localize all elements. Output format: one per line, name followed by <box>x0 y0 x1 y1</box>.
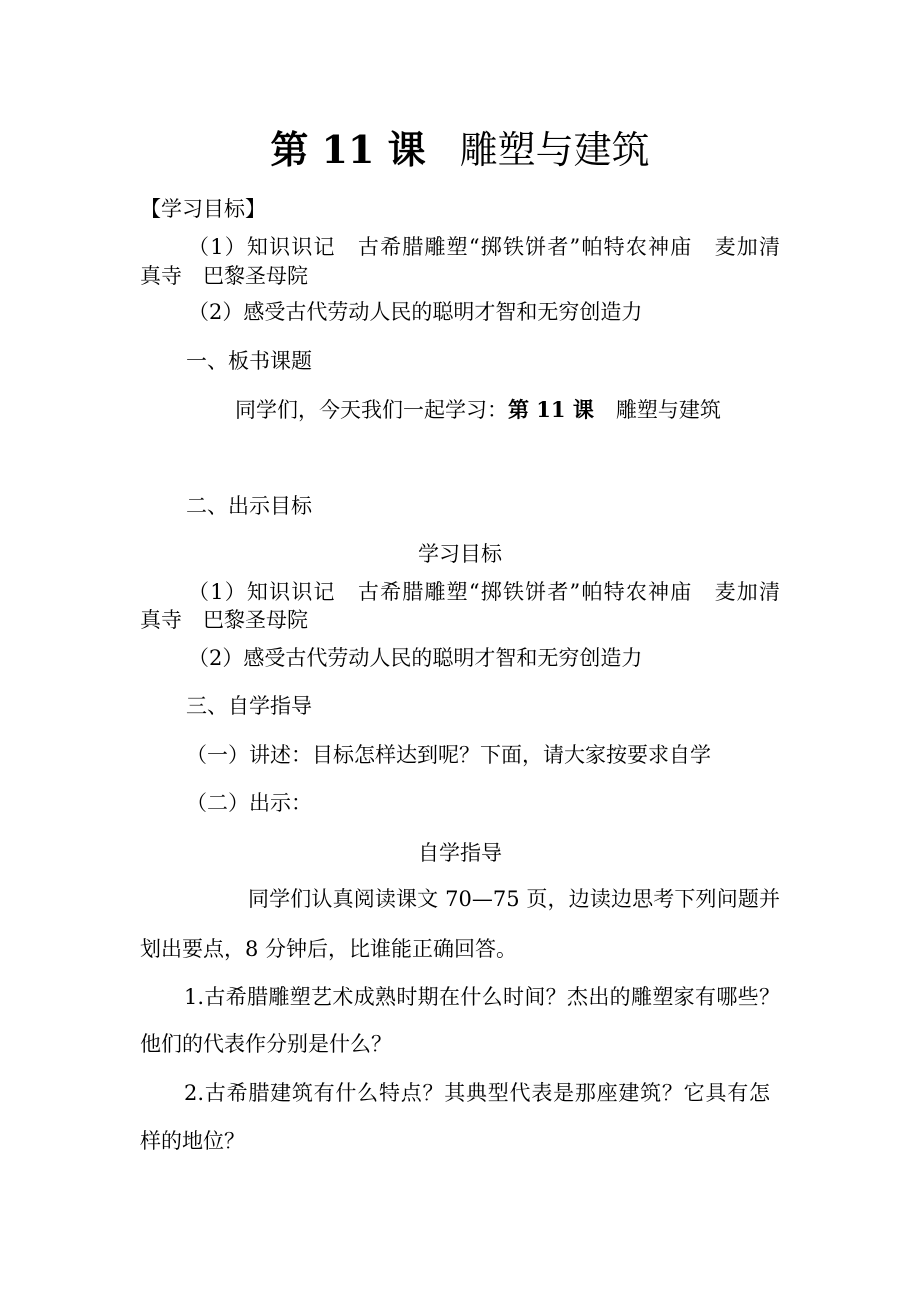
section-3-sub-2: （二）出示： <box>186 791 312 815</box>
objectives-heading: 【学习目标】 <box>140 197 266 221</box>
section-3-heading: 三、自学指导 <box>186 694 312 718</box>
question-2-line-1: 2.古希腊建筑有什么特点？其典型代表是那座建筑？它具有怎 <box>184 1081 770 1105</box>
objective-item-1-line-2: 真寺 巴黎圣母院 <box>140 264 308 288</box>
objective-item-2: （2）感受古代劳动人民的聪明才智和无穷创造力 <box>188 300 643 324</box>
section-1-intro: 同学们，今天我们一起学习： <box>235 398 508 422</box>
section-2-center-title: 学习目标 <box>418 542 502 566</box>
section-2-heading: 二、出示目标 <box>186 494 312 518</box>
question-1-line-2: 他们的代表作分别是什么？ <box>140 1032 392 1056</box>
section-1-heading: 一、板书课题 <box>186 349 312 373</box>
section-2-item-1-line-2: 真寺 巴黎圣母院 <box>140 608 308 632</box>
section-1-body <box>235 396 875 424</box>
section-3-sub-1: （一）讲述：目标怎样达到呢？下面，请大家按要求自学 <box>186 743 711 767</box>
objective-item-1-line-1: （1）知识识记 古希腊雕塑“掷铁饼者”帕特农神庙 麦加清 <box>188 235 780 259</box>
section-2-item-2: （2）感受古代劳动人民的聪明才智和无穷创造力 <box>188 646 643 670</box>
section-3-paragraph-line-1: 同学们认真阅读课文 70—75 页，边读边思考下列问题并 <box>248 887 780 911</box>
question-2-line-2: 样的地位？ <box>140 1129 245 1153</box>
section-2-item-1-line-1: （1）知识识记 古希腊雕塑“掷铁饼者”帕特农神庙 麦加清 <box>188 580 780 604</box>
question-1-line-1: 1.古希腊雕塑艺术成熟时期在什么时间？杰出的雕塑家有哪些？ <box>184 985 780 1009</box>
section-1-name: 雕塑与建筑 <box>615 398 721 422</box>
section-1-lesson: 第 11 课 <box>508 397 594 422</box>
title-lesson: 第 11 课 <box>270 127 426 172</box>
title-name: 雕塑与建筑 <box>459 128 650 172</box>
section-3-paragraph-line-2: 划出要点，8 分钟后，比谁能正确回答。 <box>140 937 518 961</box>
section-3-center-title: 自学指导 <box>418 841 502 865</box>
page-title <box>0 122 920 178</box>
